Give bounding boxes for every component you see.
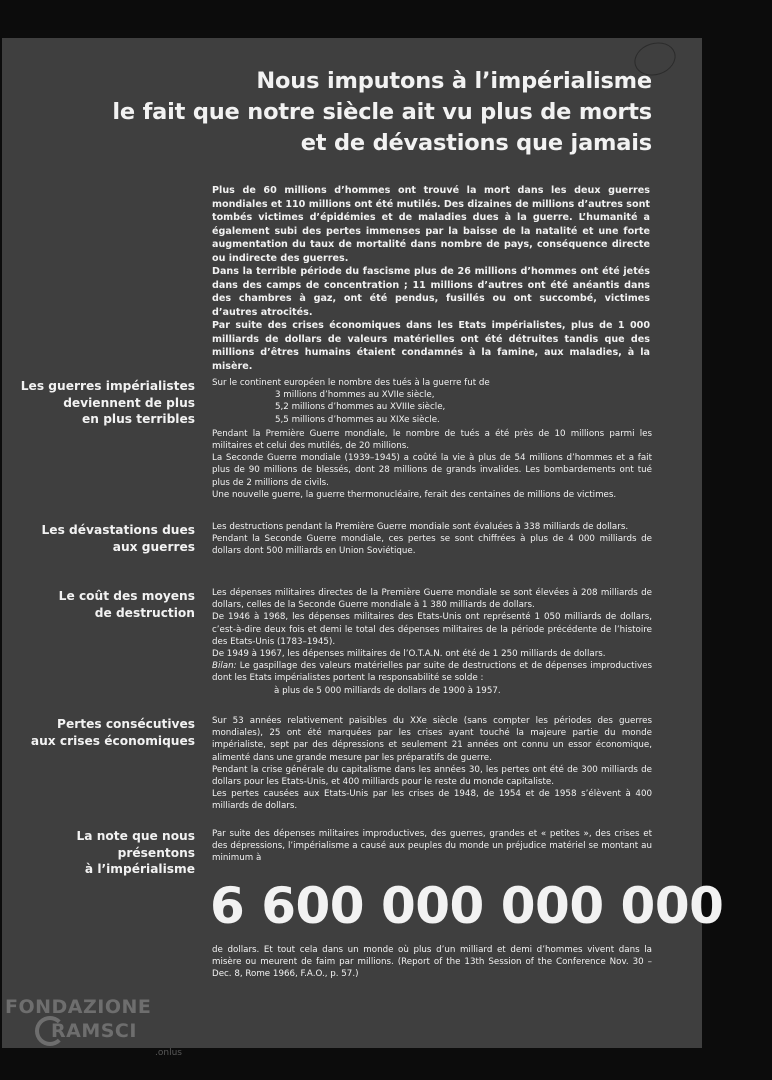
watermark-line2: RAMSCI	[51, 1020, 137, 1042]
section-paragraph: Pendant la Seconde Guerre mondiale, ces pertes se sont chiffrées à plus de 4 000 milliards de dollars dont 500 milliards en Union Soviétique.	[212, 534, 652, 557]
intro-text	[212, 184, 650, 373]
watermark-sub: .onlus	[155, 1048, 182, 1058]
list-item: 5,2 millions d’hommes au XVIIIe siècle,	[275, 402, 446, 413]
list-item: 3 millions d’hommes au XVIIe siècle,	[275, 390, 435, 401]
section-paragraph: Pendant la Première Guerre mondiale, le nombre de tués a été près de 10 millions parmi les militaires et celui des mutilés, de 20 millions.	[212, 428, 652, 452]
section-paragraph: De 1949 à 1967, les dépenses militaires de l’O.T.A.N. ont été de 1 250 milliards de dollars.	[212, 649, 606, 660]
list-item: 5,5 millions d’hommes au XIXe siècle.	[275, 414, 440, 425]
section-body-bill	[212, 828, 652, 865]
bilan-result: à plus de 5 000 milliards de dollars de 1900 à 1957.	[274, 685, 501, 696]
section-heading-cost: Le coût des moyens de destruction	[58, 589, 195, 620]
bilan-text: Le gaspillage des valeurs matérielles par suite de destructions et de dépenses improductives dont les Etats impérialistes portent la responsabilité se solde :	[212, 661, 652, 684]
section-paragraph: La Seconde Guerre mondiale (1939–1945) a coûté la vie à plus de 54 millions d’hommes et a fait plus de 90 millions de blessés, dont 28 millions de grands invalides. Les bombardements ont tué plus de 2 millions de civils.	[212, 453, 652, 488]
section-paragraph: Les destructions pendant la Première Guerre mondiale sont évaluées à 338 milliards de dollars.	[212, 522, 629, 532]
intro-paragraph: Par suite des crises économiques dans les Etats impérialistes, plus de 1 000 milliards de dollars de valeurs matérielles ont été détruites tandis que des millions d’êtres humains étaient condamnés à la famine, aux maladies, à la misère.	[212, 320, 650, 372]
bilan-label: Bilan:	[212, 661, 237, 672]
section-lead: Sur le continent européen le nombre des tués à la guerre fut de	[212, 378, 490, 388]
section-lead: Par suite des dépenses militaires improductives, des guerres, grandes et « petites », des crises et des dépressions, l’impérialisme a causé aux peuples du monde un préjudice matériel se montant au minimum à	[212, 829, 652, 864]
watermark-logo	[5, 996, 195, 1066]
intro-paragraph: Dans la terrible période du fascisme plus de 26 millions d’hommes ont été jetés dans des camps de concentration ; 11 millions d’autres ont été anéantis dans des chambres à gaz, ont été pendus, fusillés ou ont succombé, victimes d’autres atrocités.	[212, 266, 650, 318]
section-heading-crises: Pertes consécutives aux crises économiques	[30, 717, 195, 748]
title-line: Nous imputons à l’impérialisme	[256, 68, 652, 94]
title-line: et de dévastions que jamais	[300, 130, 652, 156]
section-body-cost	[212, 587, 652, 697]
section-heading-bill: La note que nous présentons à l’impérialisme	[76, 829, 195, 876]
bilan-paragraph	[212, 660, 652, 684]
intro-paragraph: Plus de 60 millions d’hommes ont trouvé la mort dans les deux guerres mondiales et 110 millions ont été mutilés. Des dizaines de millions d’autres sont tombés victimes d’épidémies et de maladies dues à la guerre. L’humanité a également subi des pertes immenses par la baisse de la natalité et une forte augmentation du taux de mortalité dans nombre de pays, conséquence directe ou indirecte des guerres.	[212, 185, 650, 264]
section-body-devastations	[212, 521, 652, 558]
century-list	[275, 389, 652, 426]
section-paragraph: Une nouvelle guerre, la guerre thermonucléaire, ferait des centaines de millions de victimes.	[212, 489, 617, 500]
section-paragraph: Les pertes causées aux Etats-Unis par les crises de 1948, de 1954 et de 1958 s’élèvent à 400 milliards de dollars.	[212, 789, 652, 812]
section-body-crises	[212, 715, 652, 813]
poster-sheet	[2, 38, 724, 1048]
section-paragraph: Pendant la crise générale du capitalisme dans les années 30, les pertes ont été de 300 milliards de dollars pour les Etats-Unis, et 400 milliards pour le reste du monde capitaliste.	[212, 764, 652, 788]
page-title	[92, 66, 652, 159]
section-paragraph: Les dépenses militaires directes de la Première Guerre mondiale se sont élevées à 208 milliards de dollars, celles de la Seconde Guerre mondiale à 1 380 milliards de dollars.	[212, 588, 652, 611]
section-body-wars	[212, 377, 652, 501]
title-line: le fait que notre siècle ait vu plus de morts	[112, 99, 652, 125]
section-heading-wars: Les guerres impérialistes deviennent de plus en plus terribles	[20, 379, 195, 426]
closing-text: de dollars. Et tout cela dans un monde où plus d’un milliard et demi d’hommes vivent dans la misère ou meurent de faim par millions. (Report of the 13th Session of the Conference Nov. 30 – Dec. 8, Rome 1966, F.A.O., p. 57.)	[212, 945, 652, 980]
section-heading-devastations: Les dévastations dues aux guerres	[41, 523, 195, 554]
watermark-line1: FONDAZIONE	[5, 996, 152, 1018]
section-paragraph: De 1946 à 1968, les dépenses militaires des Etats-Unis ont représenté 1 050 milliards de dollars, c’est-à-dire deux fois et demi le total des dépenses militaires de la période précédente de l’histoire des Etats-Unis (1783–1945).	[212, 612, 652, 647]
total-amount: 6 600 000 000 000	[210, 877, 724, 935]
section-paragraph: Sur 53 années relativement paisibles du XXe siècle (sans compter les périodes des guerres mondiales), 25 ont été marquées par les crises ayant touché la majeure partie du monde impérialiste, sept par des dépressions et seulement 21 années ont connu un essor économique, alimenté dans une grande mesure par les préparatifs de guerre.	[212, 716, 652, 763]
